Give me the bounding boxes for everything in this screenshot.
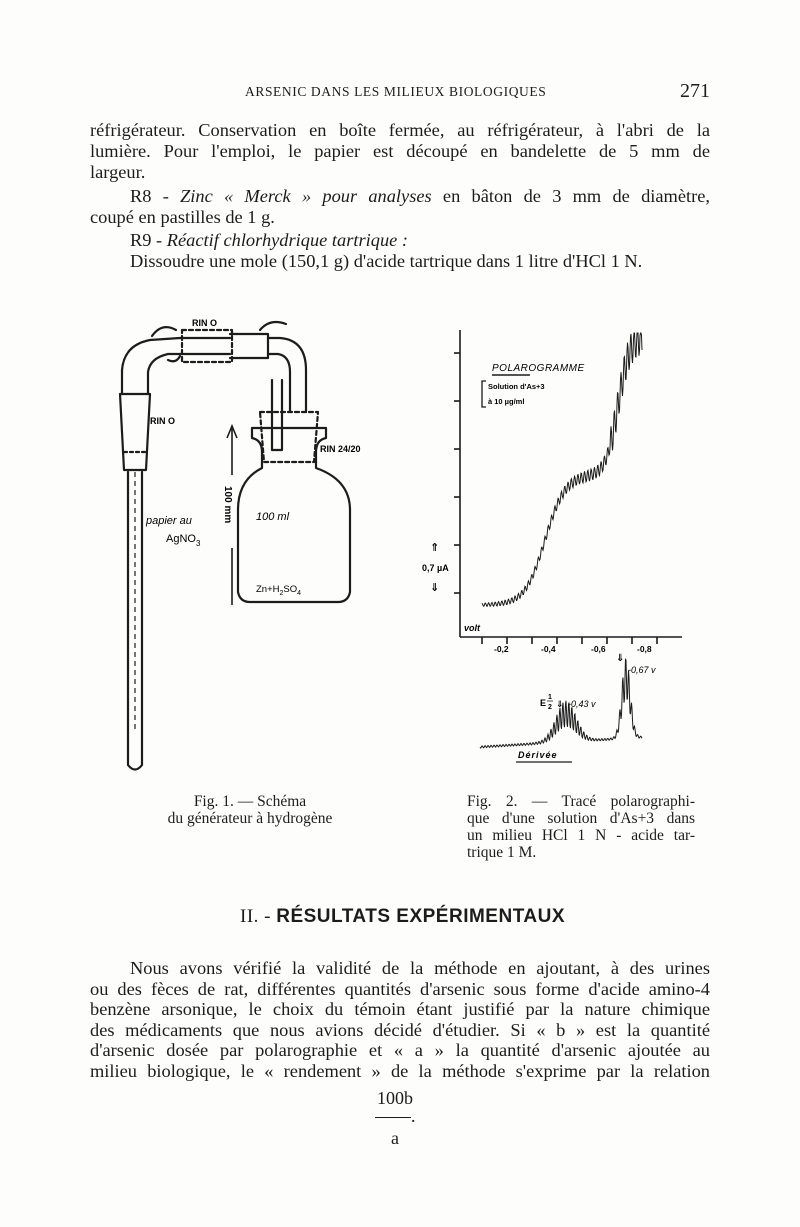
x-tick-labels bbox=[494, 644, 652, 654]
page-header bbox=[0, 80, 800, 104]
paragraph-line: Nous avons vérifié la validité de la méthode en ajoutant, à des urines bbox=[130, 958, 710, 978]
caption-line: Fig. 1. — Schéma bbox=[193, 793, 307, 810]
polarogram-title: POLAROGRAMME bbox=[492, 363, 585, 374]
x-tick-label: -0,4 bbox=[541, 644, 556, 654]
paragraph-line: d'arsenic dosée par polarographie et « a » la quantité d'arsenic ajoutée au bbox=[90, 1040, 710, 1060]
top-paragraph bbox=[90, 120, 710, 183]
svg-text:E: E bbox=[540, 698, 547, 708]
right-elbow bbox=[268, 338, 306, 412]
label-papier: papier au bbox=[146, 515, 192, 527]
label-e-half bbox=[540, 694, 596, 711]
x-tick-label: -0,8 bbox=[637, 644, 652, 654]
label-rin-top: RIN O bbox=[192, 318, 218, 328]
svg-text:1: 1 bbox=[548, 694, 552, 701]
caption-line: que d'une solution d'As+3 dans bbox=[467, 810, 695, 827]
running-title: ARSENIC DANS LES MILIEUX BIOLOGIQUES bbox=[245, 84, 547, 99]
reagent-r9 bbox=[90, 230, 710, 272]
y-ticks bbox=[454, 353, 460, 593]
fraction-bar bbox=[375, 1117, 411, 1118]
x-tick-label: -0,2 bbox=[494, 644, 509, 654]
paragraph-line: largeur. bbox=[90, 162, 146, 182]
r8-line bbox=[90, 186, 710, 207]
bottle bbox=[238, 428, 350, 602]
label-current: 0,7 µA bbox=[422, 563, 449, 573]
arrow-down-icon: ⇓ bbox=[430, 582, 440, 594]
peak-arrow-icon: ⇓ bbox=[616, 653, 625, 664]
label-rin-2420: RIN 24/20 bbox=[320, 444, 361, 454]
label-solution: Solution d'As+3 bbox=[488, 382, 545, 391]
caption-line: trique 1 M. bbox=[467, 844, 537, 861]
figure-2-polarogram bbox=[420, 325, 690, 775]
label-volume: 100 ml bbox=[256, 511, 290, 523]
label-concentration: à 10 µg/ml bbox=[488, 397, 525, 406]
left-ground-joint bbox=[120, 394, 150, 470]
paragraph-line: des médicaments que nous avions décidé d'étudier. Si « b » est la quantité bbox=[90, 1019, 710, 1040]
paragraph-line: réfrigérateur. Conservation en boîte fermée, au réfrigérateur, à l'abri de la bbox=[90, 120, 710, 140]
r9-line bbox=[90, 230, 710, 251]
paragraph-line: benzène arsonique, le choix du témoin étant justifié par la nature chimique bbox=[90, 999, 710, 1019]
formula-numerator: 100b bbox=[377, 1088, 413, 1108]
r8-rest: en bâton de 3 mm de diamètre, bbox=[431, 186, 710, 206]
label-contents: $Zn+H_2SO_4$ bbox=[256, 584, 302, 597]
figure-1-caption bbox=[140, 793, 360, 827]
results-paragraph bbox=[90, 958, 710, 1081]
arrow-up-icon: ⇑ bbox=[430, 542, 440, 554]
svg-text:2: 2 bbox=[548, 704, 552, 711]
caption-line: un milieu HCl 1 N - acide tar- bbox=[467, 827, 695, 844]
r8-italic: Zinc « Merck » pour analyses bbox=[180, 186, 432, 206]
caption-line: Fig. 2. — Tracé polarographi- bbox=[467, 793, 695, 810]
page-number: 271 bbox=[680, 80, 710, 102]
formula-period: . bbox=[411, 1106, 416, 1126]
r8-label: R8 - bbox=[130, 186, 181, 206]
horizontal-tube bbox=[180, 338, 230, 354]
figure-2-caption bbox=[467, 793, 695, 861]
label-agno3: AgNO$_3$ bbox=[166, 533, 201, 548]
label-height: 100 mm bbox=[222, 486, 233, 524]
right-ground-joint bbox=[230, 334, 268, 358]
r9-italic: Réactif chlorhydrique tartrique : bbox=[166, 230, 409, 250]
x-tick-label: -0,6 bbox=[591, 644, 606, 654]
caption-line: du générateur à hydrogène bbox=[167, 810, 333, 827]
section-title: RÉSULTATS EXPÉRIMENTAUX bbox=[276, 906, 566, 927]
r8-line2: coupé en pastilles de 1 g. bbox=[90, 207, 275, 227]
reagent-r8 bbox=[90, 186, 710, 228]
section-heading bbox=[240, 906, 565, 928]
formula-denominator: a bbox=[391, 1128, 399, 1148]
paragraph-line: ou des fèces de rat, différentes quantités d'arsenic sous forme d'acide amino-4 bbox=[90, 978, 710, 999]
label-volt: volt bbox=[464, 623, 481, 633]
label-peak-value: -0,67 v bbox=[628, 665, 656, 675]
paragraph-line: milieu biologique, le « rendement » de la méthode s'exprime par la relation bbox=[90, 1060, 710, 1081]
paragraph-line: lumière. Pour l'emploi, le papier est découpé en bandelette de 5 mm de bbox=[90, 141, 710, 161]
x-axis-ticks bbox=[482, 637, 657, 644]
figure-1-schematic bbox=[110, 300, 410, 780]
bottle-stopper bbox=[260, 412, 318, 462]
label-derivative: Dérivée bbox=[518, 750, 558, 760]
r9-label: R9 - bbox=[130, 230, 167, 250]
r9-line2: Dissoudre une mole (150,1 g) d'acide tartrique dans 1 litre d'HCl 1 N. bbox=[130, 251, 643, 271]
section-number: II. - bbox=[240, 906, 277, 927]
inner-tube bbox=[272, 380, 282, 450]
svg-text:⇓: ⇓ bbox=[556, 699, 564, 709]
label-rin-left: RIN O bbox=[150, 416, 176, 426]
svg-text:-0,43 v: -0,43 v bbox=[568, 699, 596, 709]
